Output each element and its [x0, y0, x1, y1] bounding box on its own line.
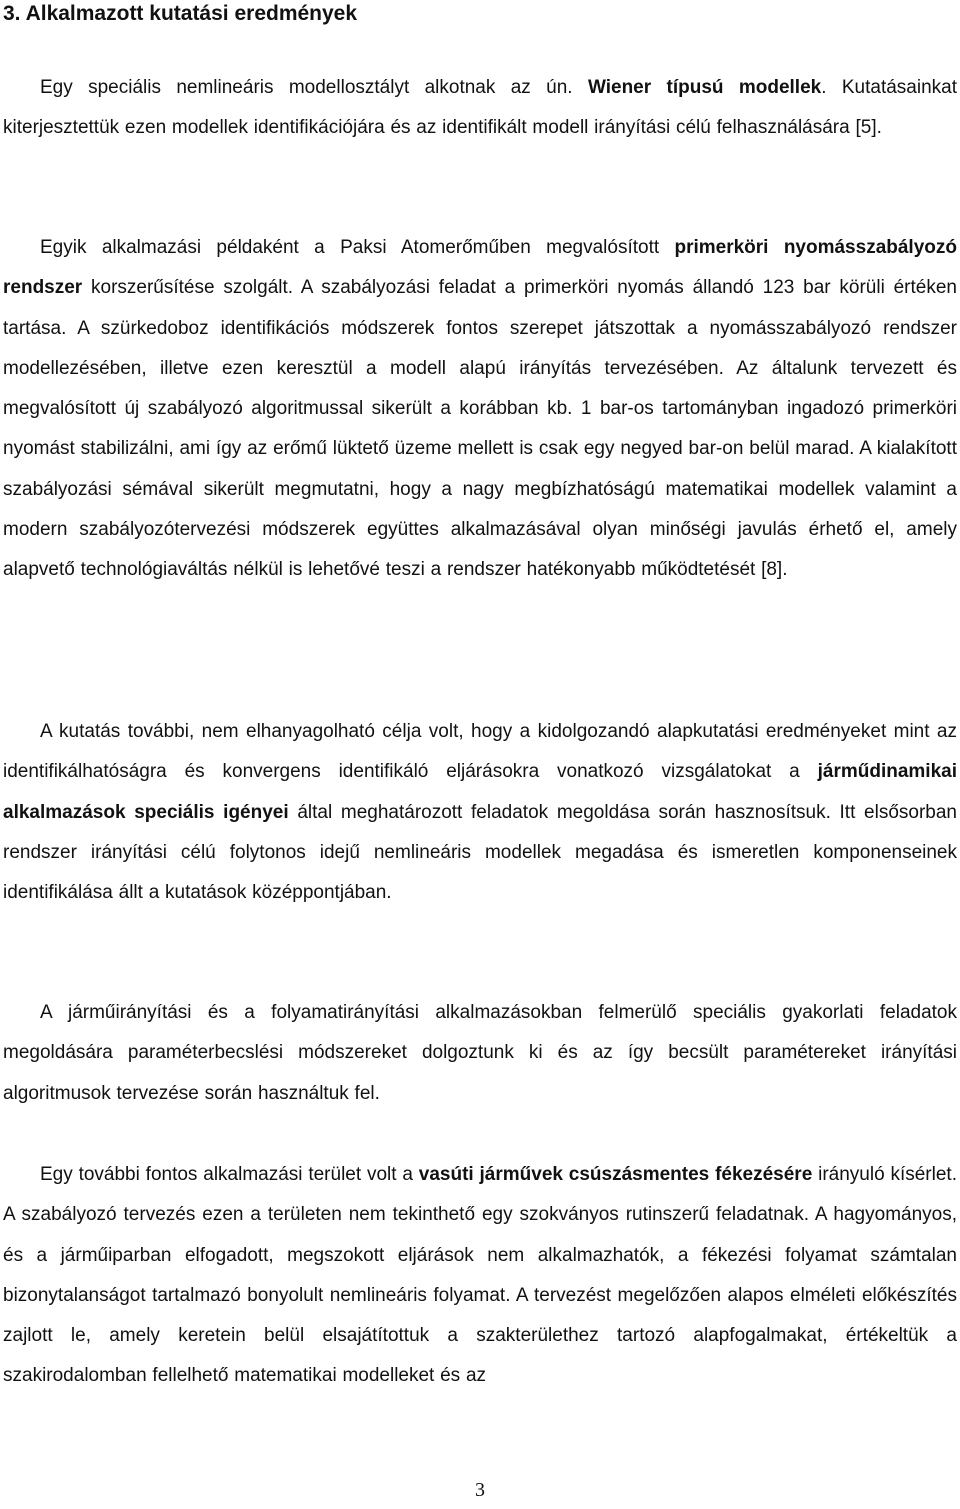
section-heading: 3. Alkalmazott kutatási eredmények — [3, 2, 358, 25]
paragraph-text: . Kutatásainkat kiterjesztettük ezen modellek identifikációjára és az identifikált modell irányítási célú felhasználására [5]. — [3, 77, 957, 139]
paragraph-paks-application — [3, 228, 957, 591]
paragraph-text: irányuló kísérlet. A szabályozó tervezés ezen a területen nem tekinthető egy szokványos rutinszerű feladatnak. A hagyományos, és a járműiparban elfogadott, megszokott eljárások nem alkalmazhatók, a fékezési folyamat számtalan bizonytalanságot tartalmazó bonyolult nemlineáris folyamat. A tervezést megelőzően alapos elméleti előkészítés zajlott le, amely keretein belül elsajátítottuk a szakterülethez tartozó alapfogalmakat, értékeltük a szakirodalomban fellelhető matematikai modelleket és az — [3, 1164, 957, 1387]
paragraph-text: Egy további fontos alkalmazási terület volt a — [40, 1164, 419, 1185]
paragraph-text: Egy speciális nemlineáris modellosztályt alkotnak az ún. — [40, 77, 588, 98]
paragraph-vehicle-dynamics — [3, 712, 957, 913]
bold-term: járműdinamikai alkalmazások speciális igényei — [3, 761, 957, 823]
page-number: 3 — [475, 1479, 485, 1501]
bold-term: Wiener típusú modellek — [587, 77, 822, 98]
paragraph-wiener-models — [3, 68, 957, 149]
paragraph-text: A kutatás további, nem elhanyagolható célja volt, hogy a kidolgozandó alapkutatási eredményeket mint az identifikálhatóságra és konvergens identifikáló eljárásokra vonatkozó vizsgálatokat a — [3, 721, 957, 783]
paragraph-text: által meghatározott feladatok megoldása során hasznosítsuk. Itt elsősorban rendszer irányítási célú folytonos idejű nemlineáris modellek megadása és ismeretlen komponenseinek identifikálása állt a kutatások középpontjában. — [3, 801, 957, 904]
paragraph-parameter-estimation — [3, 993, 957, 1114]
paragraph-text: korszerűsítése szolgált. A szabályozási feladat a primerköri nyomás állandó 123 bar körüli értéken tartása. A szürkedoboz identifikációs módszerek fontos szerepet játszottak a nyomásszabályozó rendszer modellezésében, illetve ezen keresztül a modell alapú irányítás tervezésében. Az általunk tervezett és megvalósított új szabályozó algoritmussal sikerült a korábban kb. 1 bar-os tartományban ingadozó primerköri nyomást stabilizálni, ami így az erőmű lüktető üzeme mellett is csak egy negyed bar-on belül marad. A kialakított szabályozási sémával sikerült megmutatni, hogy a nagy megbízhatóságú matematikai modellek valamint a modern szabályozótervezési módszerek együttes alkalmazásával olyan minőségi javulás érhető el, amely alapvető technológiaváltás nélkül is lehetővé teszi a rendszer hatékonyabb működtetését [8]. — [3, 277, 957, 581]
bold-term: primerköri nyomásszabályozó rendszer — [3, 237, 957, 299]
document-page — [3, 0, 957, 1509]
paragraph-railway-braking — [3, 1155, 957, 1397]
bold-term: vasúti járművek csúszásmentes fékezésére — [418, 1164, 813, 1185]
paragraph-text: Egyik alkalmazási példaként a Paksi Atomerőműben megvalósított — [40, 237, 675, 258]
paragraph-text: A járműirányítási és a folyamatirányítási alkalmazásokban felmerülő speciális gyakorlati feladatok megoldására paraméterbecslési módszereket dolgoztunk ki és az így becsült paramétereket irányítási algoritmusok tervezése során használtuk fel. — [3, 1002, 957, 1104]
